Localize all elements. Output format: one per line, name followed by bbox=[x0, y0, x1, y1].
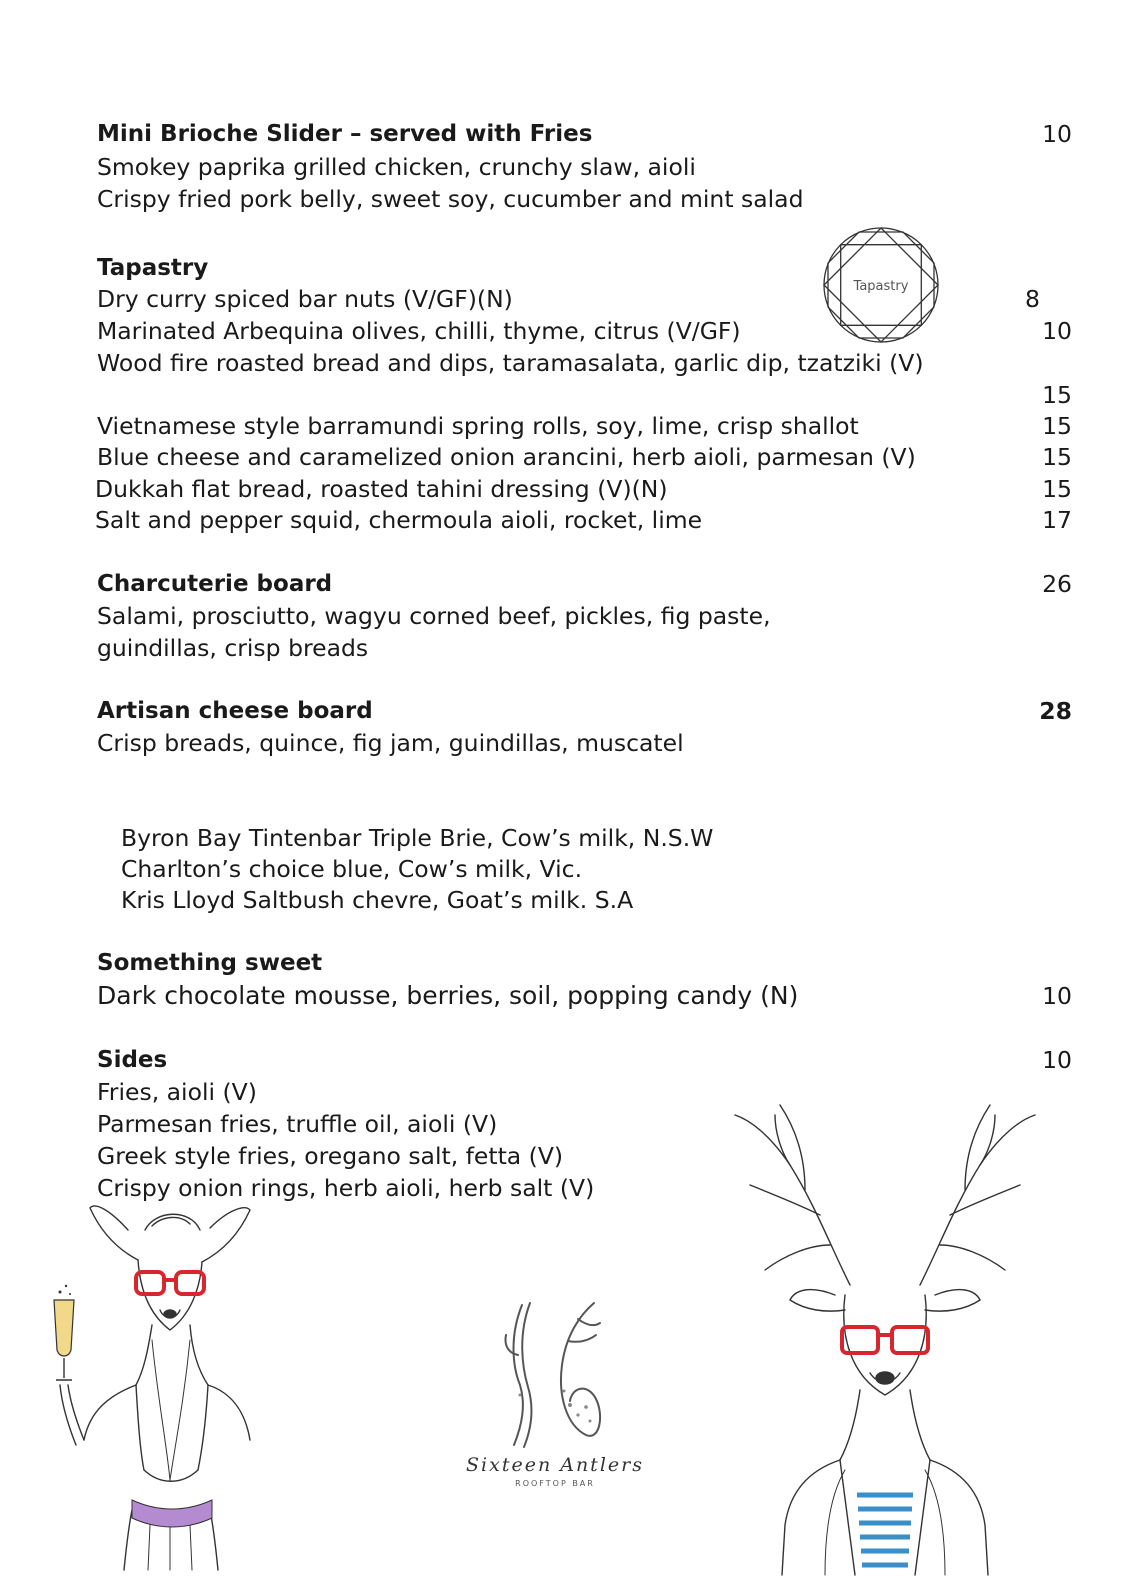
item-price: 15 bbox=[1042, 412, 1072, 440]
item-text: Dark chocolate mousse, berries, soil, popping candy (N) bbox=[97, 981, 799, 1010]
cheese-item bbox=[121, 853, 1072, 885]
item-text: Dukkah flat bread, roasted tahini dressing (V)(N) bbox=[95, 475, 668, 503]
charcuterie-description bbox=[97, 632, 1072, 664]
item-text: Blue cheese and caramelized onion arancini, herb aioli, parmesan (V) bbox=[97, 443, 916, 471]
item-price: 15 bbox=[1042, 443, 1072, 471]
menu-item bbox=[97, 347, 1072, 379]
antler-logo-icon bbox=[500, 1295, 610, 1455]
menu-item bbox=[97, 283, 1072, 315]
item-price: 10 bbox=[1042, 317, 1072, 345]
menu-item bbox=[97, 183, 1072, 215]
cheese-text: Kris Lloyd Saltbush chevre, Goat’s milk. S.A bbox=[121, 886, 634, 914]
menu-item bbox=[95, 504, 1072, 536]
cheese-text: Charlton’s choice blue, Cow’s milk, Vic. bbox=[121, 855, 583, 883]
item-text: Crispy onion rings, herb aioli, herb salt (V) bbox=[97, 1174, 595, 1202]
item-price: 8 bbox=[1025, 285, 1040, 313]
sweet-heading-row bbox=[97, 947, 1072, 979]
item-text: Fries, aioli (V) bbox=[97, 1078, 257, 1106]
sides-price: 10 bbox=[1042, 1046, 1072, 1074]
item-price: 10 bbox=[1042, 982, 1072, 1010]
menu-item-price-row bbox=[97, 379, 1072, 411]
tapastry-title: Tapastry bbox=[97, 255, 209, 281]
item-text: Smokey paprika grilled chicken, crunchy slaw, aioli bbox=[97, 153, 696, 181]
item-price: 17 bbox=[1042, 506, 1072, 534]
item-text: Salami, prosciutto, wagyu corned beef, pickles, fig paste, bbox=[97, 602, 771, 630]
menu-item bbox=[97, 441, 1072, 473]
slider-title: Mini Brioche Slider – served with Fries bbox=[97, 121, 593, 147]
cheese-text: Byron Bay Tintenbar Triple Brie, Cow’s milk, N.S.W bbox=[121, 824, 714, 852]
doe-illustration bbox=[40, 1200, 270, 1570]
item-text: Crispy fried pork belly, sweet soy, cucumber and mint salad bbox=[97, 185, 804, 213]
menu-item bbox=[97, 315, 1072, 347]
brand-tagline: ROOFTOP BAR bbox=[515, 1479, 595, 1488]
item-text: Marinated Arbequina olives, chilli, thyme, citrus (V/GF) bbox=[97, 317, 741, 345]
cheese-item bbox=[121, 822, 1072, 854]
charcuterie-title: Charcuterie board bbox=[97, 571, 333, 597]
sides-title: Sides bbox=[97, 1047, 168, 1073]
tapastry-logo-text: Tapastry bbox=[853, 279, 909, 294]
menu-item bbox=[97, 980, 1072, 1012]
item-text: Salt and pepper squid, chermoula aioli, rocket, lime bbox=[95, 506, 703, 534]
stag-illustration bbox=[730, 1095, 1040, 1575]
cheese-heading-row bbox=[97, 695, 1072, 727]
cheese-item bbox=[121, 884, 1072, 916]
brand-name: Sixteen Antlers bbox=[466, 1454, 644, 1476]
cheese-title: Artisan cheese board bbox=[97, 698, 373, 724]
item-text: Wood fire roasted bread and dips, taramasalata, garlic dip, tzatziki (V) bbox=[97, 349, 924, 377]
item-text: Crisp breads, quince, fig jam, guindillas, muscatel bbox=[97, 729, 684, 757]
charcuterie-heading-row bbox=[97, 568, 1072, 600]
menu-item bbox=[97, 410, 1072, 442]
cheese-price: 28 bbox=[1039, 697, 1072, 725]
sides-heading-row bbox=[97, 1044, 1072, 1076]
slider-price: 10 bbox=[1042, 120, 1072, 148]
item-text: Greek style fries, oregano salt, fetta (V) bbox=[97, 1142, 564, 1170]
item-price: 15 bbox=[1042, 475, 1072, 503]
item-text: Vietnamese style barramundi spring rolls, soy, lime, crisp shallot bbox=[97, 412, 859, 440]
item-price: 15 bbox=[1042, 381, 1072, 409]
item-text: Parmesan fries, truffle oil, aioli (V) bbox=[97, 1110, 498, 1138]
cheese-description bbox=[97, 727, 1072, 759]
item-text: Dry curry spiced bar nuts (V/GF)(N) bbox=[97, 285, 513, 313]
sweet-title: Something sweet bbox=[97, 950, 323, 976]
charcuterie-description bbox=[97, 600, 1072, 632]
menu-item bbox=[95, 473, 1072, 505]
slider-heading-row bbox=[97, 118, 1072, 150]
charcuterie-price: 26 bbox=[1042, 570, 1072, 598]
item-text: guindillas, crisp breads bbox=[97, 634, 369, 662]
menu-item bbox=[97, 151, 1072, 183]
